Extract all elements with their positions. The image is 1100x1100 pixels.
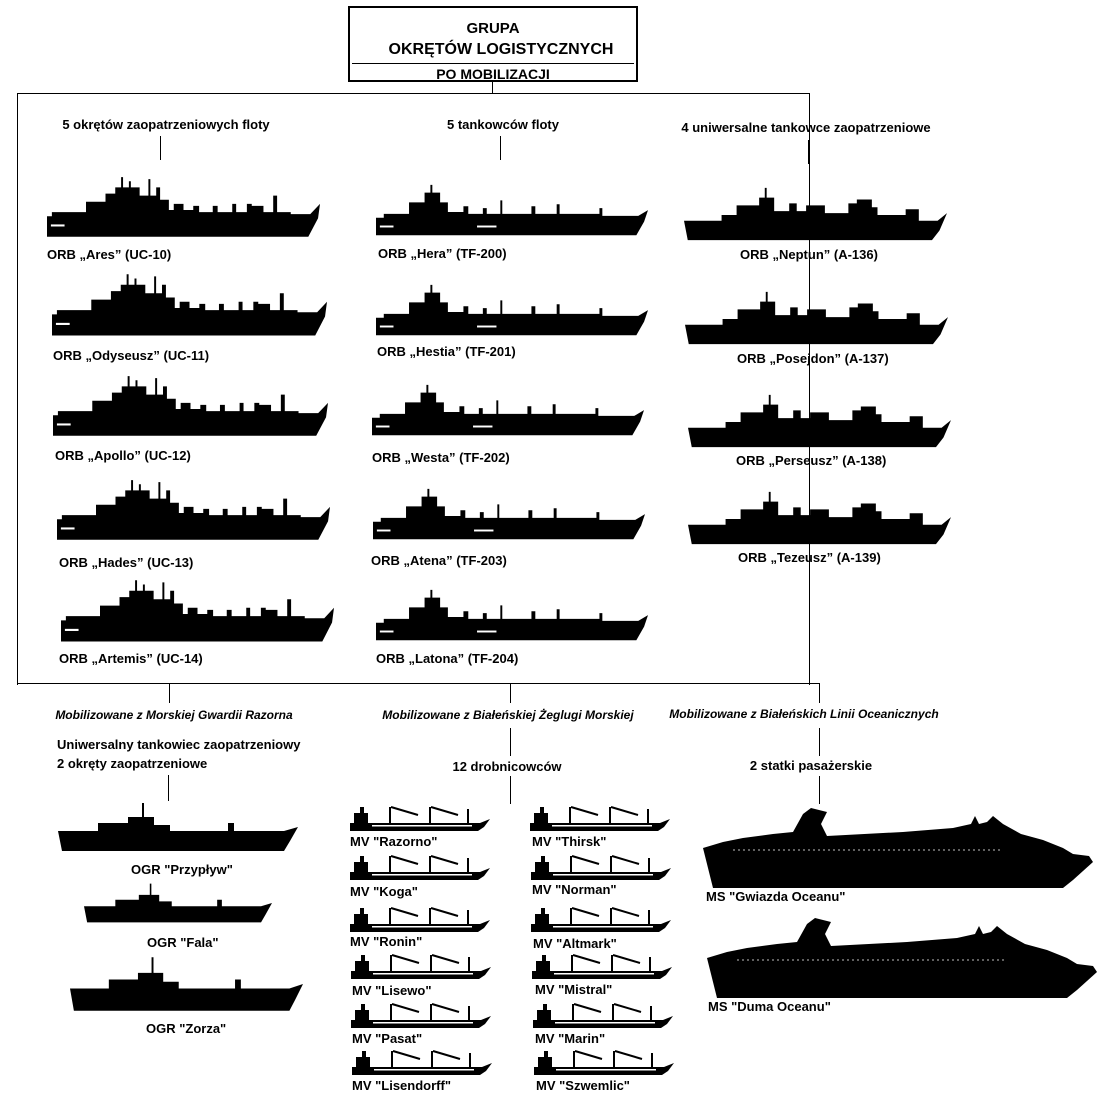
ship-silhouette-passenger	[707, 916, 1097, 998]
ship-silhouette-passenger	[703, 806, 1093, 888]
guard-header-line-1: Uniwersalny tankowiec zaopatrzeniowy	[57, 737, 301, 752]
universal-ship-name: ORB „Posejdon” (A-137)	[737, 351, 889, 366]
cargo-ship-name: MV "Norman"	[532, 882, 617, 897]
ship-silhouette-tanker	[373, 487, 645, 545]
connector-tankers	[500, 136, 501, 160]
cargo-ship-name: MV "Pasat"	[352, 1031, 423, 1046]
supply-ship-name: ORB „Ares” (UC-10)	[47, 247, 172, 262]
cargo-ship-name: MV "Szwemlic"	[536, 1078, 630, 1093]
ship-silhouette-tanker	[372, 383, 644, 441]
ship-silhouette-cargo	[352, 1047, 492, 1077]
ship-silhouette-cargo	[532, 951, 672, 981]
cargo-ship-name: MV "Altmark"	[533, 936, 617, 951]
ship-silhouette-guard	[84, 882, 272, 924]
ship-silhouette-cargo	[351, 1000, 491, 1030]
supply-ship-name: ORB „Hades” (UC-13)	[59, 555, 194, 570]
connector-shipping	[510, 683, 511, 703]
ship-silhouette-cargo	[351, 951, 491, 981]
tanker-ship-name: ORB „Atena” (TF-203)	[371, 553, 507, 568]
cargo-ship-name: MV "Koga"	[350, 884, 418, 899]
title-box	[348, 6, 638, 82]
title-line-3: PO MOBILIZACJI	[436, 66, 550, 82]
universal-ship-name: ORB „Tezeusz” (A-139)	[738, 550, 881, 565]
cargo-ship-name: MV "Razorno"	[350, 834, 438, 849]
cargo-ship-name: MV "Thirsk"	[532, 834, 607, 849]
ship-silhouette-cargo	[531, 904, 671, 934]
ship-silhouette-cargo	[350, 852, 490, 882]
ship-silhouette-supply	[47, 173, 320, 245]
ship-silhouette-universal	[685, 290, 948, 348]
ship-silhouette-cargo	[350, 803, 490, 833]
connector-shipping-ships	[510, 776, 511, 804]
connector-universal	[808, 140, 809, 164]
ship-silhouette-supply	[52, 270, 327, 344]
ocean-source-label: Mobilizowane z Białeńskich Linii Oceanicznych	[669, 707, 939, 721]
connector-supply	[160, 136, 161, 160]
tanker-ship-name: ORB „Latona” (TF-204)	[376, 651, 519, 666]
shipping-header: 12 drobnicowców	[452, 759, 562, 774]
connector-guard-ships	[168, 775, 169, 801]
connector-ocean	[819, 683, 820, 703]
ship-silhouette-cargo	[533, 1000, 673, 1030]
ship-silhouette-universal	[688, 393, 951, 451]
supply-ship-name: ORB „Apollo” (UC-12)	[55, 448, 191, 463]
cargo-ship-name: MV "Lisewo"	[352, 983, 432, 998]
supply-ship-name: ORB „Odyseusz” (UC-11)	[53, 348, 210, 363]
ship-silhouette-cargo	[531, 852, 671, 882]
guard-source-label: Mobilizowane z Morskiej Gwardii Razorna	[55, 708, 293, 722]
ship-silhouette-guard	[70, 955, 303, 1013]
cargo-ship-name: MV "Marin"	[535, 1031, 606, 1046]
supply-ship-name: ORB „Artemis” (UC-14)	[59, 651, 203, 666]
ship-silhouette-cargo	[350, 904, 490, 934]
ship-silhouette-cargo	[534, 1047, 674, 1077]
ship-silhouette-tanker	[376, 283, 648, 341]
ship-silhouette-tanker	[376, 183, 648, 241]
cargo-ship-name: MV "Lisendorff"	[352, 1078, 451, 1093]
ship-silhouette-supply	[53, 372, 328, 444]
title-divider	[352, 63, 634, 64]
tanker-ship-name: ORB „Hera” (TF-200)	[378, 246, 507, 261]
ship-silhouette-supply	[57, 476, 330, 548]
guard-ship-name: OGR "Zorza"	[146, 1021, 227, 1036]
ship-silhouette-tanker	[376, 588, 648, 646]
passenger-ship-name: MS "Duma Oceanu"	[708, 999, 831, 1014]
universal-ship-name: ORB „Perseusz” (A-138)	[736, 453, 887, 468]
ship-silhouette-guard	[58, 801, 298, 853]
ship-silhouette-supply	[61, 576, 334, 650]
ship-silhouette-universal	[684, 186, 947, 244]
tanker-ship-name: ORB „Westa” (TF-202)	[372, 450, 510, 465]
guard-ship-name: OGR "Przypływ"	[131, 862, 233, 877]
cargo-ship-name: MV "Ronin"	[350, 934, 423, 949]
universal-ship-name: ORB „Neptun” (A-136)	[740, 247, 878, 262]
ocean-header: 2 statki pasażerskie	[749, 758, 873, 773]
connector-mobilized-bar	[17, 683, 820, 684]
tankers-group-header: 5 tankowców floty	[447, 117, 559, 132]
title-line-1: GRUPA	[466, 20, 520, 37]
guard-ship-name: OGR "Fala"	[147, 935, 219, 950]
guard-header-line-2: 2 okręty zaopatrzeniowe	[57, 756, 208, 771]
tanker-ship-name: ORB „Hestia” (TF-201)	[377, 344, 516, 359]
connector-ocean-header	[819, 728, 820, 756]
passenger-ship-name: MS "Gwiazda Oceanu"	[706, 889, 846, 904]
connector-ocean-ships	[819, 776, 820, 804]
connector-shipping-header	[510, 728, 511, 756]
shipping-source-label: Mobilizowane z Białeńskiej Żeglugi Morskiej	[382, 708, 634, 722]
ship-silhouette-universal	[688, 490, 951, 548]
connector-guard	[169, 683, 170, 703]
universal-group-header: 4 uniwersalne tankowce zaopatrzeniowe	[681, 120, 931, 135]
title-line-2: OKRĘTÓW LOGISTYCZNYCH	[388, 41, 614, 58]
connector-title	[492, 82, 493, 93]
ship-silhouette-cargo	[530, 803, 670, 833]
supply-group-header: 5 okrętów zaopatrzeniowych floty	[62, 117, 270, 132]
cargo-ship-name: MV "Mistral"	[535, 982, 613, 997]
